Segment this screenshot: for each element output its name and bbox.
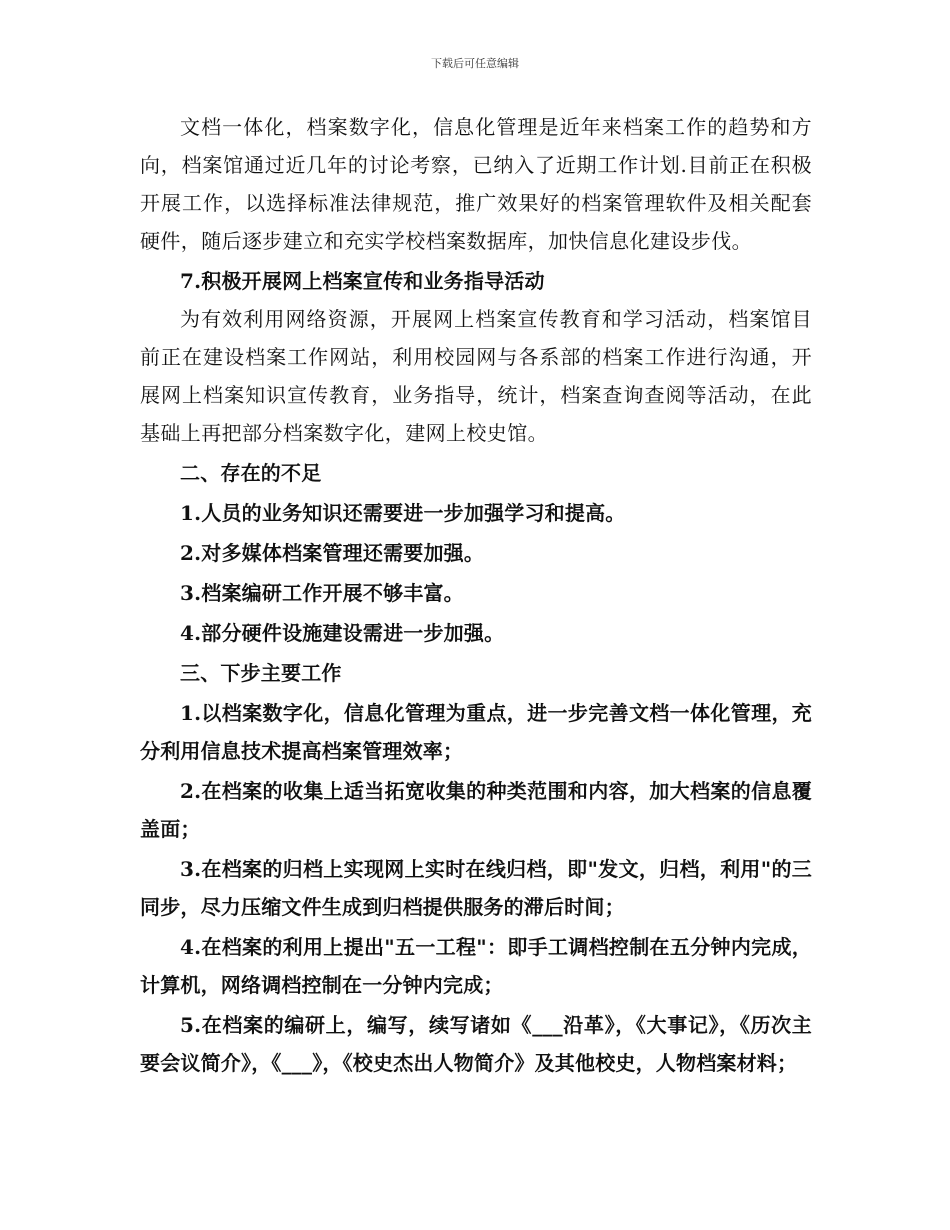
page-header: 下载后可任意编辑 (431, 57, 519, 70)
document-body (140, 108, 812, 1082)
list-item-next-step-1: 1.以档案数字化，信息化管理为重点，进一步完善文档一体化管理，充分利用信息技术提高档案管理效率； (140, 701, 812, 763)
list-item-shortcoming-3: 3.档案编研工作开展不够丰富。 (180, 581, 464, 605)
section-heading-7: 7.积极开展网上档案宣传和业务指导活动 (180, 269, 545, 293)
list-item-next-step-2: 2.在档案的收集上适当拓宽收集的种类范围和内容，加大档案的信息覆盖面； (140, 779, 812, 841)
section-heading-shortcomings: 二、存在的不足 (180, 461, 322, 485)
paragraph-informatization: 文档一体化，档案数字化，信息化管理是近年来档案工作的趋势和方向，档案馆通过近几年的讨论考察，已纳入了近期工作计划.目前正在积极开展工作，以选择标准法律规范，推广效果好的档案管理软件及相关配套硬件，随后逐步建立和充实学校档案数据库，加快信息化建设步伐。 (140, 115, 812, 253)
list-item-shortcoming-1: 1.人员的业务知识还需要进一步加强学习和提高。 (180, 501, 626, 525)
list-item-shortcoming-2: 2.对多媒体档案管理还需要加强。 (180, 541, 485, 565)
list-item-next-step-3: 3.在档案的归档上实现网上实时在线归档，即"发文，归档，利用"的三同步，尽力压缩文件生成到归档提供服务的滞后时间； (140, 857, 812, 919)
list-item-shortcoming-4: 4.部分硬件设施建设需进一步加强。 (180, 621, 505, 645)
list-item-next-step-5: 5.在档案的编研上，编写，续写诸如《___沿革》，《大事记》，《历次主要会议简介》，《___》，《校史杰出人物简介》及其他校史，人物档案材料； (140, 1013, 812, 1075)
section-heading-next-steps: 三、下步主要工作 (180, 661, 342, 685)
paragraph-online-promotion: 为有效利用网络资源，开展网上档案宣传教育和学习活动，档案馆目前正在建设档案工作网站，利用校园网与各系部的档案工作进行沟通，开展网上档案知识宣传教育，业务指导，统计，档案查询查阅等活动，在此基础上再把部分档案数字化，建网上校史馆。 (140, 307, 812, 445)
list-item-next-step-4: 4.在档案的利用上提出"五一工程"：即手工调档控制在五分钟内完成，计算机，网络调档控制在一分钟内完成； (140, 935, 812, 997)
